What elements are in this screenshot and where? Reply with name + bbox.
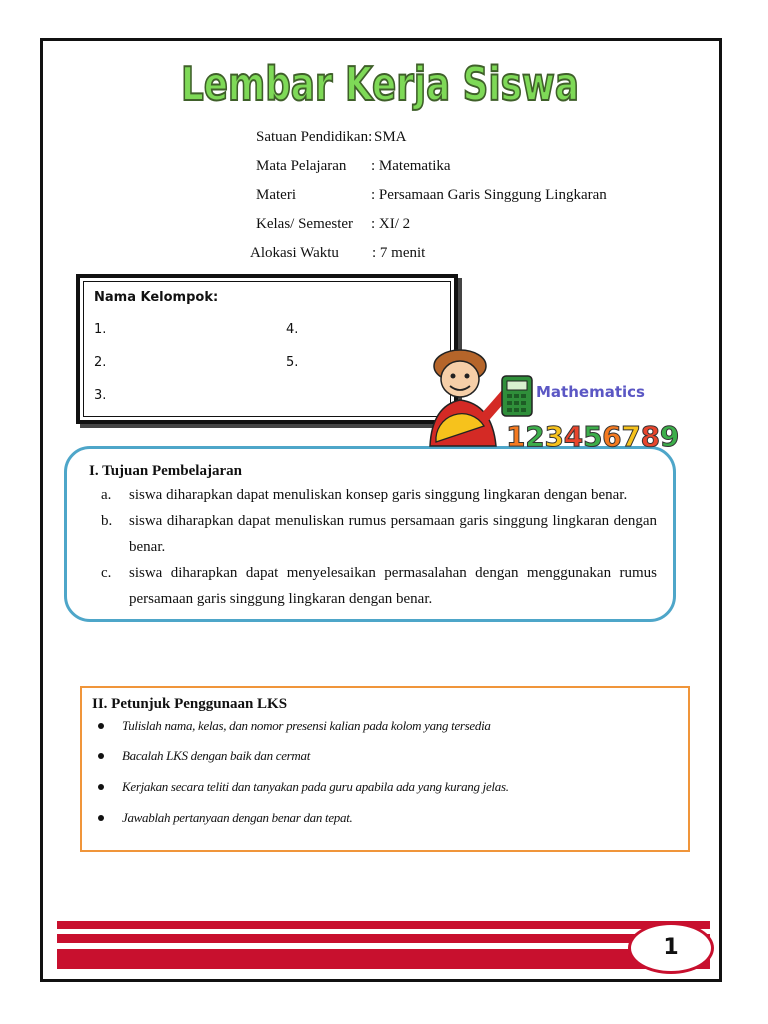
goal-item (101, 508, 657, 560)
instruction-text: Bacalah LKS dengan baik dan cermat (122, 748, 311, 763)
meta-label: Satuan Pendidikan: (256, 129, 373, 145)
digit: 2 (525, 420, 540, 453)
meta-label: Mata Pelajaran (256, 158, 347, 174)
page-number-badge: 1 (628, 922, 714, 974)
bullet-icon (98, 784, 104, 790)
digit: 3 (544, 420, 559, 453)
title-text: Lembar Kerja Siswa (181, 57, 579, 111)
digit: 4 (563, 420, 579, 453)
bullet-icon (98, 815, 104, 821)
digit: 6 (602, 420, 617, 453)
footer-stripe-1 (57, 921, 710, 929)
colorful-digits (506, 420, 674, 453)
footer-stripe-3 (57, 949, 710, 969)
goals-list (101, 482, 657, 612)
meta-label: Materi (256, 187, 296, 203)
group-name-box (76, 274, 458, 424)
instructions-box (80, 686, 690, 852)
goal-text: siswa diharapkan dapat menyelesaikan permasalahan dengan menggunakan rumus persamaan garis singgung lingkaran dengan benar. (129, 565, 657, 607)
member-2-field[interactable]: 2. (94, 355, 107, 370)
meta-label: Kelas/ Semester (256, 216, 354, 232)
meta-value: : Matematika (371, 158, 451, 174)
goal-letter: c. (101, 565, 112, 581)
member-3-field[interactable]: 3. (94, 388, 107, 403)
member-1-field[interactable]: 1. (94, 322, 107, 337)
goal-letter: a. (101, 487, 112, 503)
instruction-text: Jawablah pertanyaan dengan benar dan tepat. (122, 810, 353, 825)
digit: 8 (640, 420, 656, 453)
worksheet-title (170, 52, 590, 112)
bullet-icon (98, 723, 104, 729)
instruction-item (98, 810, 352, 826)
instructions-title: II. Petunjuk Penggunaan LKS (92, 696, 288, 712)
goal-text: siswa diharapkan dapat menuliskan konsep garis singgung lingkaran dengan benar. (129, 487, 628, 503)
goal-item (101, 560, 657, 612)
digit: 9 (659, 420, 675, 453)
meta-value: : 7 menit (372, 245, 426, 261)
goals-title: I. Tujuan Pembelajaran (89, 463, 242, 479)
instruction-text: Tulislah nama, kelas, dan nomor presensi kalian pada kolom yang tersedia (122, 718, 491, 733)
face-shape (441, 361, 479, 397)
goal-text: siswa diharapkan dapat menuliskan rumus persamaan garis singgung lingkaran dengan benar. (129, 513, 657, 555)
meta-label: Alokasi Waktu (250, 245, 339, 261)
instruction-item (98, 718, 491, 734)
calculator-screen (507, 381, 527, 390)
meta-value: : XI/ 2 (371, 216, 411, 232)
eye-right (465, 374, 470, 379)
eye-left (451, 374, 456, 379)
instruction-text: Kerjakan secara teliti dan tanyakan pada guru apabila ada yang kurang jelas. (122, 779, 509, 794)
member-5-field[interactable]: 5. (286, 355, 299, 370)
learning-goals-box (64, 446, 676, 622)
instruction-item (98, 748, 310, 764)
bullet-icon (98, 753, 104, 759)
instruction-item (98, 779, 509, 795)
goal-letter: b. (101, 513, 113, 529)
digit: 7 (621, 420, 636, 453)
goal-item (101, 482, 657, 508)
title-wordart (170, 52, 590, 112)
member-4-field[interactable]: 4. (286, 322, 299, 337)
meta-value: SMA (374, 129, 407, 145)
footer-stripe-2 (57, 934, 710, 943)
group-title: Nama Kelompok: (94, 290, 219, 305)
digit: 1 (506, 420, 521, 453)
digit: 5 (582, 420, 598, 453)
mathematics-label: Mathematics (536, 383, 645, 401)
calculator-keys (507, 394, 526, 412)
meta-value: : Persamaan Garis Singgung Lingkaran (371, 187, 607, 203)
